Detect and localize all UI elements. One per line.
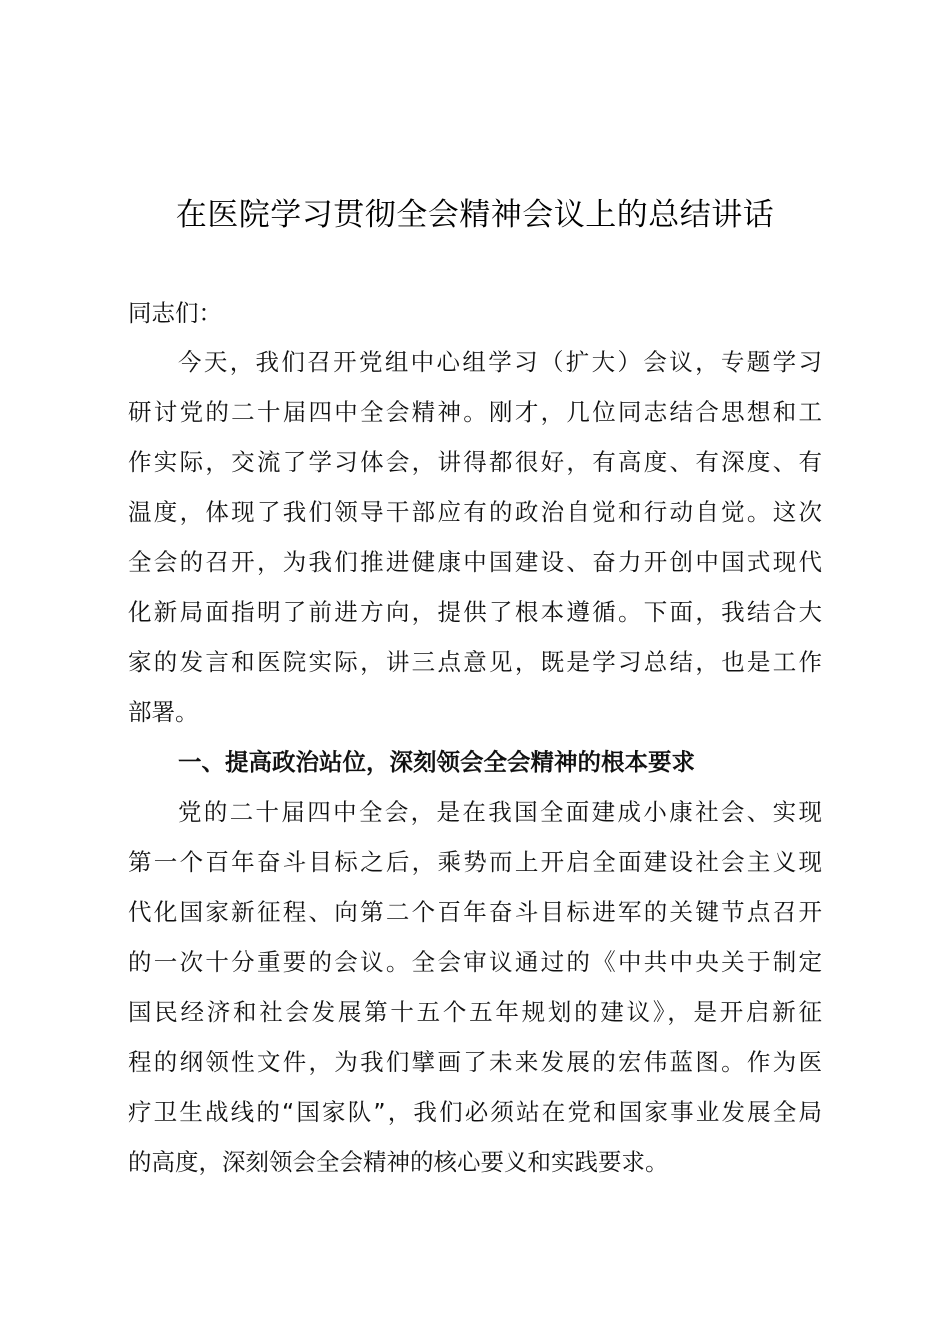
paragraph-line: 研讨党的二十届四中全会精神。刚才，几位同志结合思想和工 — [128, 398, 822, 426]
section-heading: 一、提高政治站位，深刻领会全会精神的根本要求 — [178, 748, 695, 776]
paragraph-line: 疗卫生战线的“国家队”，我们必须站在党和国家事业发展全局 — [128, 1098, 822, 1126]
paragraph-line: 第一个百年奋斗目标之后，乘势而上开启全面建设社会主义现 — [128, 848, 822, 876]
paragraph-line: 的一次十分重要的会议。全会审议通过的《中共中央关于制定 — [128, 948, 822, 976]
salutation: 同志们： — [128, 299, 222, 327]
paragraph-line: 程的纲领性文件，为我们擘画了未来发展的宏伟蓝图。作为医 — [128, 1048, 822, 1076]
paragraph-line: 作实际，交流了学习体会，讲得都很好，有高度、有深度、有 — [128, 448, 822, 476]
document-title: 在医院学习贯彻全会精神会议上的总结讲话 — [175, 197, 775, 233]
paragraph-line: 国民经济和社会发展第十五个五年规划的建议》，是开启新征 — [128, 998, 822, 1026]
paragraph-line: 代化国家新征程、向第二个百年奋斗目标进军的关键节点召开 — [128, 898, 822, 926]
paragraph-line: 部署。 — [128, 698, 199, 726]
paragraph-line: 今天，我们召开党组中心组学习（扩大）会议，专题学习 — [178, 348, 822, 376]
paragraph-line: 温度，体现了我们领导干部应有的政治自觉和行动自觉。这次 — [128, 498, 822, 526]
paragraph-line: 家的发言和医院实际，讲三点意见，既是学习总结，也是工作 — [128, 648, 822, 676]
paragraph-line: 党的二十届四中全会，是在我国全面建成小康社会、实现 — [178, 798, 822, 826]
paragraph-line: 的高度，深刻领会全会精神的核心要义和实践要求。 — [128, 1148, 669, 1176]
paragraph-line: 全会的召开，为我们推进健康中国建设、奋力开创中国式现代 — [128, 548, 822, 576]
paragraph-line: 化新局面指明了前进方向，提供了根本遵循。下面，我结合大 — [128, 598, 822, 626]
